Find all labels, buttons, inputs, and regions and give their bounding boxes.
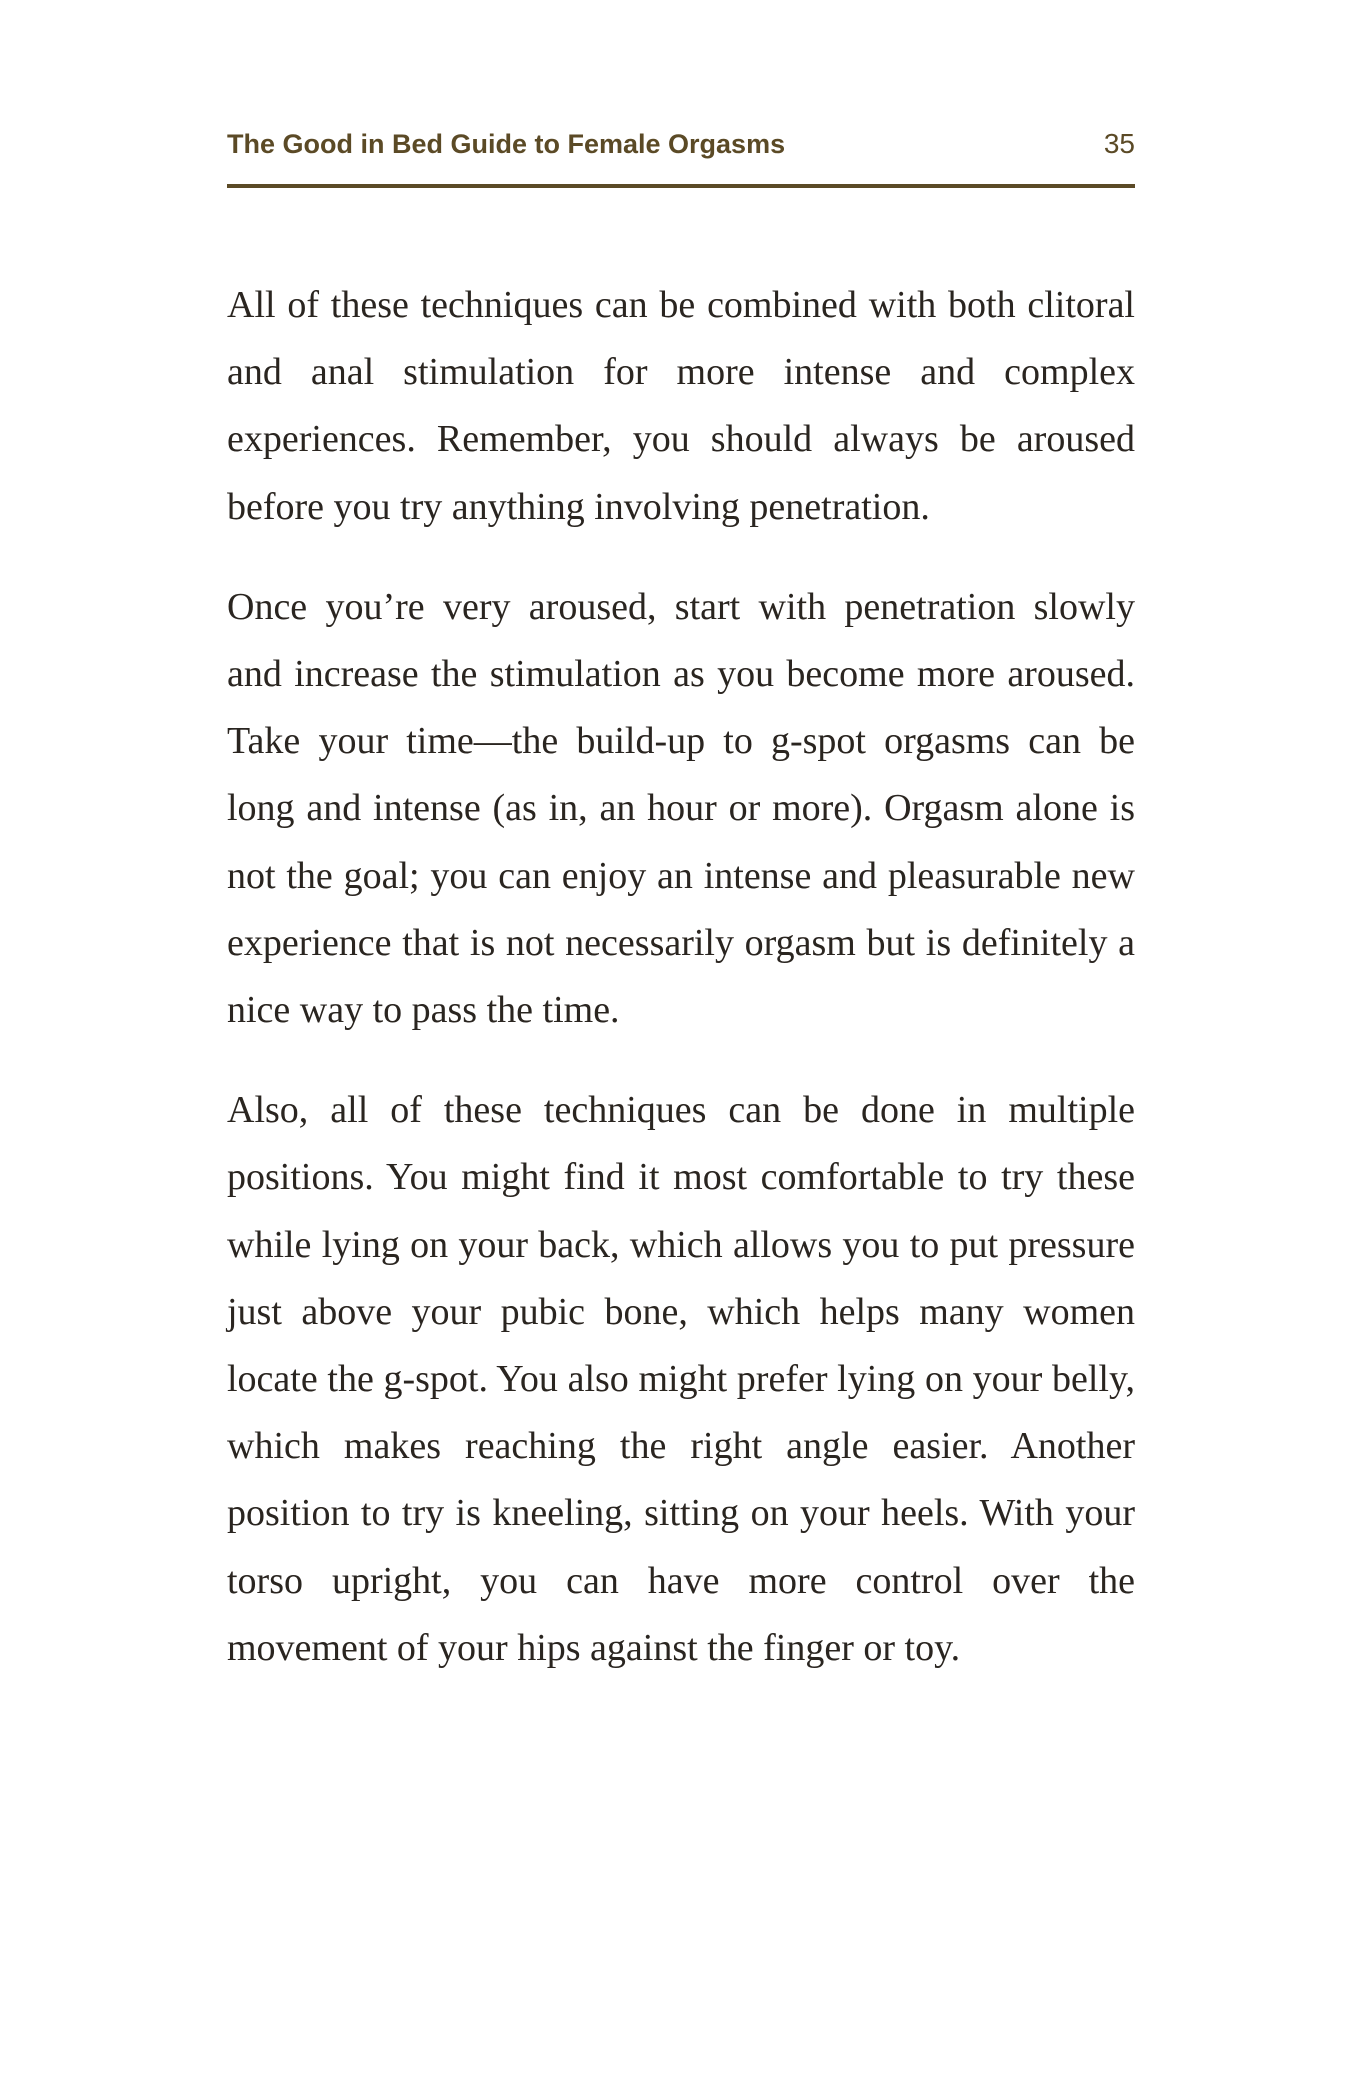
running-header [227, 120, 1135, 160]
paragraph-2: Once you’re very aroused, start with penetration slowly and increase the stimulation as you become more aroused. Take your time—the build-up to g-spot orgasms can be long and intense (as in, an hour or more). Orgasm alone is not the goal; you can enjoy an intense and pleasurable new experience that is not necessarily orgasm but is definitely a nice way to pass the time. [227, 585, 1135, 1032]
page-number: 35 [1103, 128, 1135, 159]
header-divider [227, 184, 1135, 188]
paragraph-1: All of these techniques can be combined with both clitoral and anal stimulation for more intense and complex experiences. Remember, you should always be aroused before you try anything involving penetration. [227, 284, 1135, 528]
book-title: The Good in Bed Guide to Female Orgasms [227, 129, 786, 159]
body-text [227, 272, 1135, 1715]
paragraph-3: Also, all of these techniques can be done in multiple positions. You might find it most comfortable to try these while lying on your back, which allows you to put pressure just above your pubic bone, which helps many women locate the g-spot. You also might prefer lying on your belly, which makes reaching the right angle easier. Another position to try is kneeling, sitting on your heels. With your torso upright, you can have more control over the movement of your hips against the finger or toy. [227, 1089, 1135, 1669]
